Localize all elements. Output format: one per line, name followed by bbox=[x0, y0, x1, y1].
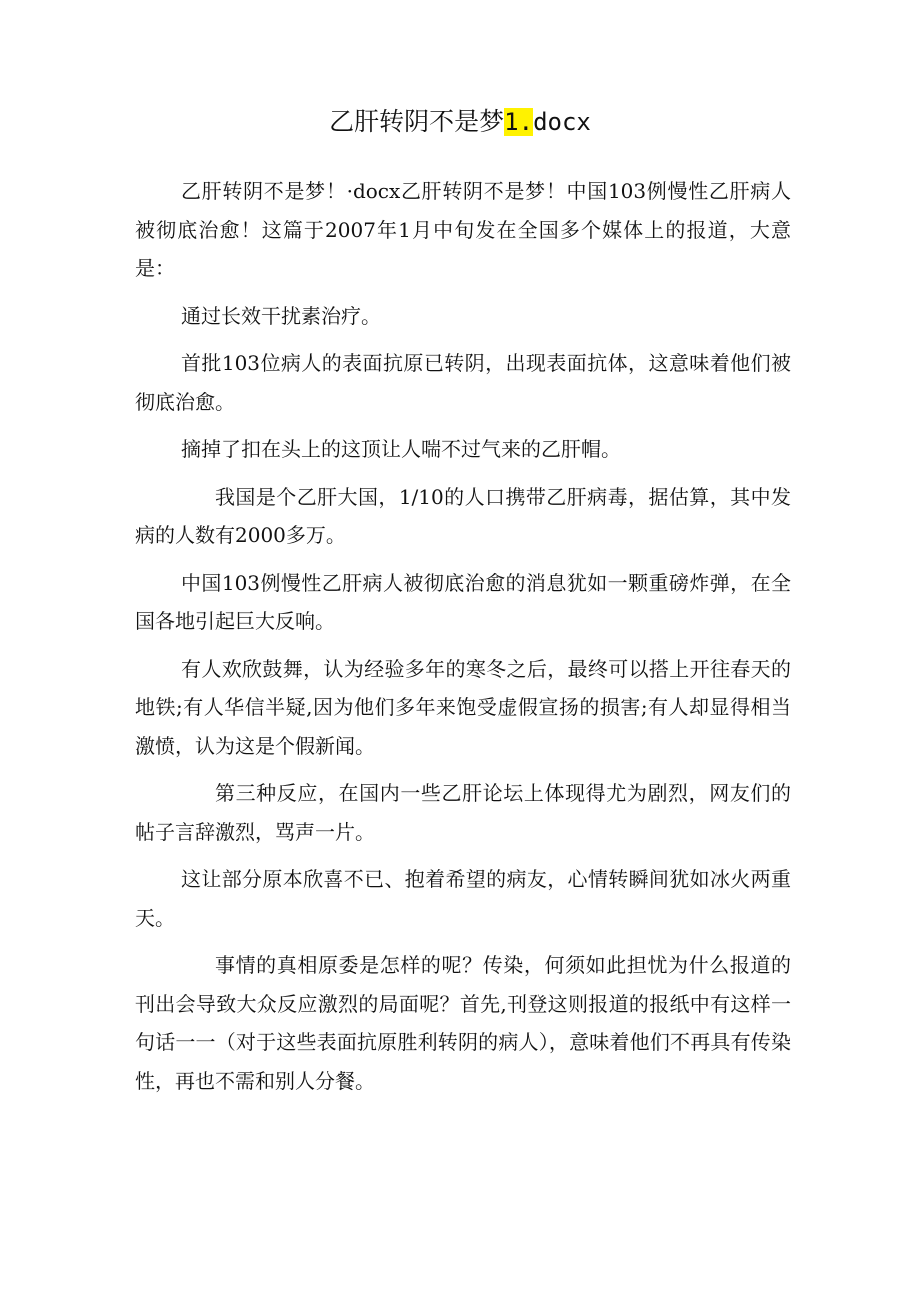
title-extension-text: docx bbox=[533, 108, 591, 136]
paragraph-6: 中国103例慢性乙肝病人被彻底治愈的消息犹如一颗重磅炸弹，在全国各地引起巨大反响。 bbox=[135, 570, 791, 633]
paragraph-2: 通过长效干扰素治疗。 bbox=[181, 303, 381, 328]
paragraph-3: 首批103位病人的表面抗原已转阴，出现表面抗体，这意味着他们被彻底治愈。 bbox=[135, 351, 791, 414]
title-main-text: 乙肝转阴不是梦 bbox=[329, 107, 505, 136]
document-body bbox=[135, 172, 791, 1109]
document-title bbox=[0, 102, 920, 142]
paragraph-5: 我国是个乙肝大国，1/10的人口携带乙肝病毒，据估算，其中发病的人数有2000多万。 bbox=[135, 484, 791, 547]
paragraph-8: 第三种反应，在国内一些乙肝论坛上体现得尤为剧烈，网友们的帖子言辞激烈，骂声一片。 bbox=[135, 781, 791, 844]
paragraph-10: 事情的真相原委是怎样的呢？传染，何须如此担忧为什么报道的刊出会导致大众反应激烈的局面呢？首先,刊登这则报道的报纸中有这样一句话一一（对于这些表面抗原胜利转阴的病人），意味着他们不再具有传染性，再也不需和别人分餐。 bbox=[135, 953, 791, 1093]
paragraph-1: 乙肝转阴不是梦！·docx乙肝转阴不是梦！中国103例慢性乙肝病人被彻底治愈！这篇于2007年1月中旬发在全国多个媒体上的报道，大意是： bbox=[135, 179, 791, 280]
paragraph-9: 这让部分原本欣喜不已、抱着希望的病友，心情转瞬间犹如冰火两重天。 bbox=[135, 867, 791, 930]
paragraph-7: 有人欢欣鼓舞，认为经验多年的寒冬之后，最终可以搭上开往春天的地铁;有人华信半疑,因为他们多年来饱受虚假宣扬的损害;有人却显得相当激愤，认为这是个假新闻。 bbox=[135, 656, 791, 758]
paragraph-4: 摘掉了扣在头上的这顶让人喘不过气来的乙肝帽。 bbox=[181, 437, 621, 461]
title-highlight-text: 1. bbox=[504, 108, 534, 136]
